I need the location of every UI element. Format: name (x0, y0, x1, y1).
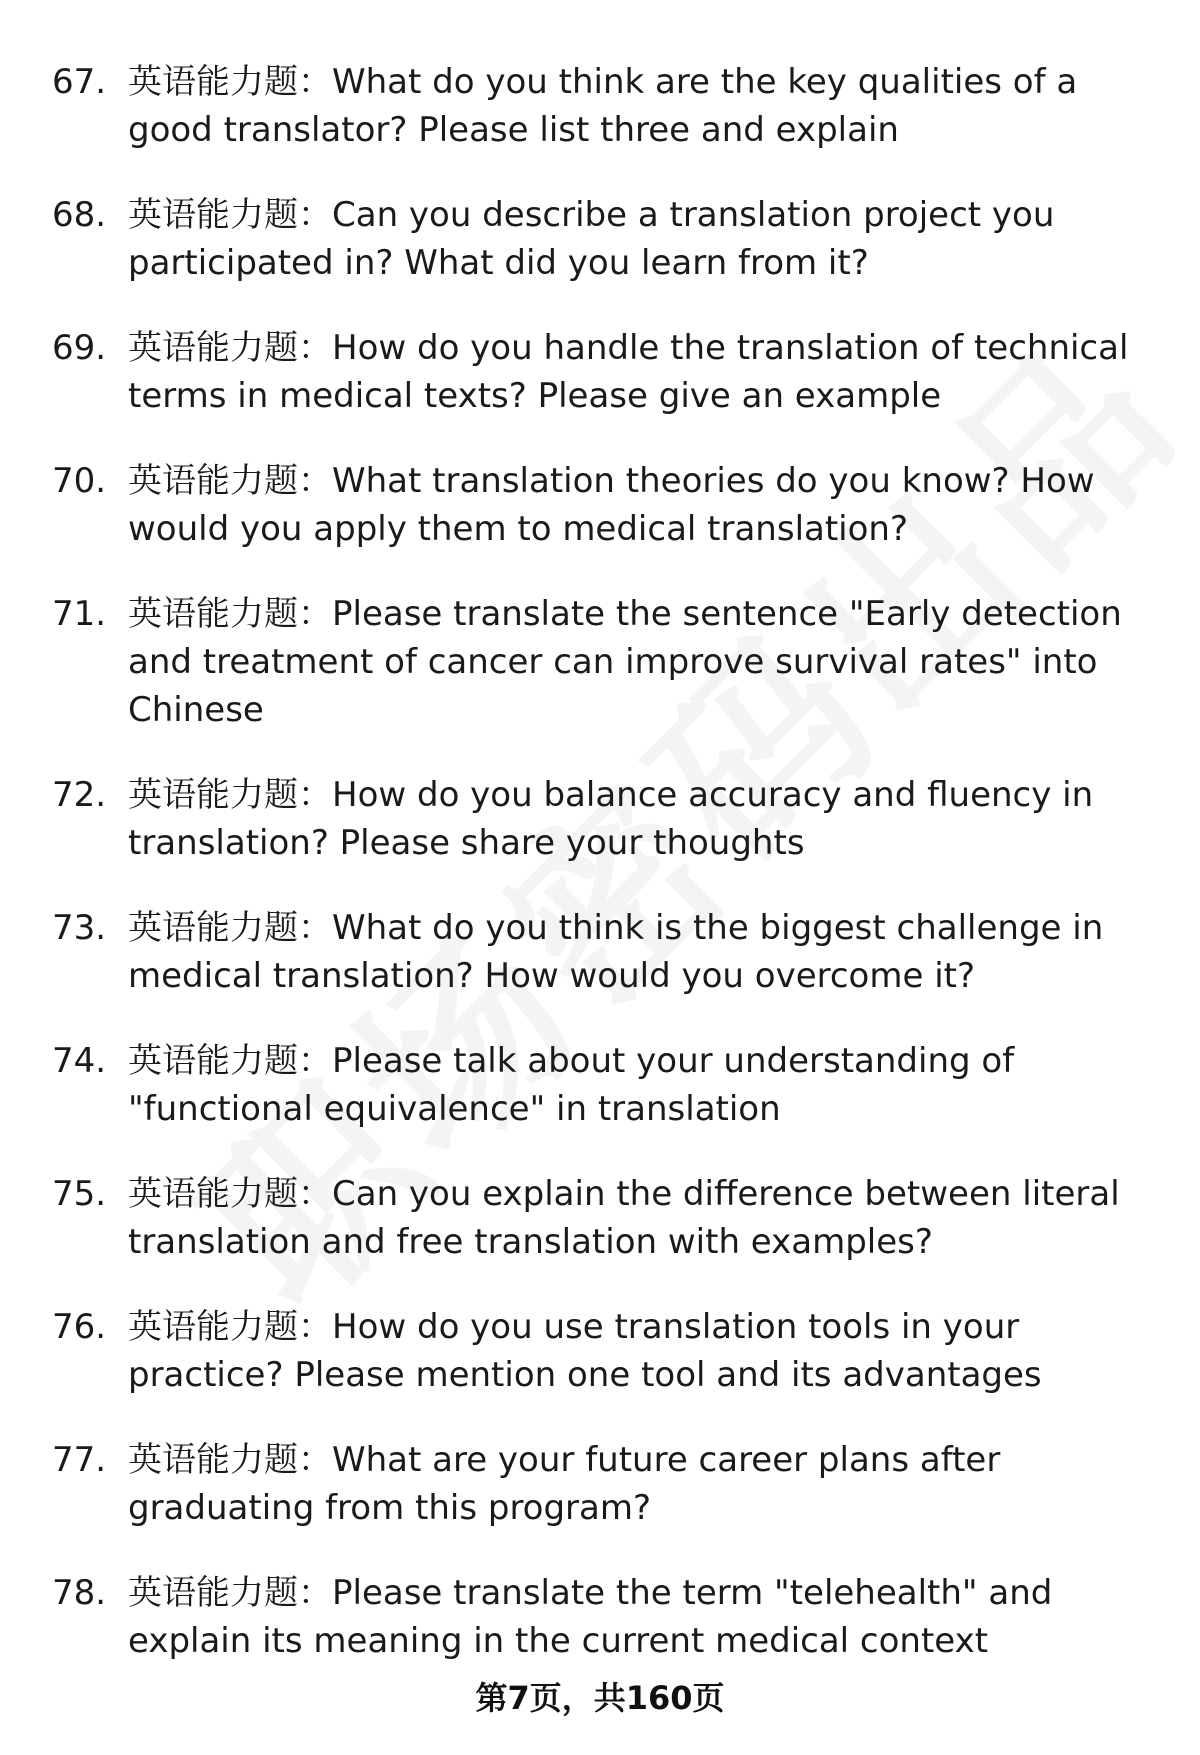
question-number: 72. (52, 775, 107, 815)
question-tag: 英语能力题： (128, 594, 332, 634)
question-item (52, 191, 1162, 287)
question-text: Please talk about your understanding of "functional equivalence" in translation (128, 1041, 1015, 1129)
page-footer: 第7页，共160页 (475, 1679, 725, 1717)
question-tag: 英语能力题： (128, 1307, 332, 1347)
question-number: 68. (52, 195, 107, 235)
question-item (52, 1037, 1162, 1133)
question-text: What are your future career plans after graduating from this program? (128, 1440, 1001, 1528)
question-text: Please translate the term "telehealth" and explain its meaning in the current medical context (128, 1573, 1053, 1661)
question-body (128, 904, 1162, 1000)
question-body (128, 457, 1162, 553)
question-body (128, 58, 1162, 154)
question-number: 69. (52, 328, 107, 368)
question-body (128, 771, 1162, 867)
question-body (128, 1569, 1162, 1665)
question-text: What do you think is the biggest challenge in medical translation? How would you overcome it? (128, 908, 1104, 996)
question-number: 74. (52, 1041, 107, 1081)
question-body (128, 324, 1162, 420)
question-text: How do you balance accuracy and fluency in translation? Please share your thoughts (128, 775, 1094, 863)
question-number: 76. (52, 1307, 107, 1347)
question-tag: 英语能力题： (128, 62, 332, 102)
question-body (128, 590, 1162, 734)
question-tag: 英语能力题： (128, 1041, 332, 1081)
question-tag: 英语能力题： (128, 195, 332, 235)
question-item (52, 324, 1162, 420)
question-item (52, 590, 1162, 734)
question-list (52, 58, 1162, 1702)
question-tag: 英语能力题： (128, 328, 332, 368)
question-body (128, 1037, 1162, 1133)
question-number: 75. (52, 1174, 107, 1214)
question-body (128, 191, 1162, 287)
question-number: 78. (52, 1573, 107, 1613)
question-tag: 英语能力题： (128, 1174, 332, 1214)
question-item (52, 1436, 1162, 1532)
question-body (128, 1436, 1162, 1532)
question-tag: 英语能力题： (128, 1440, 332, 1480)
question-text: Can you describe a translation project you participated in? What did you learn from it? (128, 195, 1055, 283)
question-item (52, 1569, 1162, 1665)
question-item (52, 1170, 1162, 1266)
question-body (128, 1170, 1162, 1266)
question-number: 70. (52, 461, 107, 501)
question-text: How do you use translation tools in your practice? Please mention one tool and its advantages (128, 1307, 1042, 1395)
question-text: Please translate the sentence "Early detection and treatment of cancer can improve survival rates" into Chinese (128, 594, 1122, 730)
question-text: What do you think are the key qualities of a good translator? Please list three and explain (128, 62, 1078, 150)
question-tag: 英语能力题： (128, 908, 332, 948)
question-body (128, 1303, 1162, 1399)
question-number: 73. (52, 908, 107, 948)
question-tag: 英语能力题： (128, 1573, 332, 1613)
question-item (52, 904, 1162, 1000)
question-item (52, 457, 1162, 553)
question-item (52, 1303, 1162, 1399)
question-text: Can you explain the difference between literal translation and free translation with examples? (128, 1174, 1120, 1262)
question-text: How do you handle the translation of technical terms in medical texts? Please give an example (128, 328, 1129, 416)
question-item (52, 771, 1162, 867)
question-tag: 英语能力题： (128, 461, 332, 501)
question-item (52, 58, 1162, 154)
question-tag: 英语能力题： (128, 775, 332, 815)
question-number: 71. (52, 594, 107, 634)
question-number: 77. (52, 1440, 107, 1480)
question-text: What translation theories do you know? How would you apply them to medical translation? (128, 461, 1095, 549)
question-number: 67. (52, 62, 107, 102)
